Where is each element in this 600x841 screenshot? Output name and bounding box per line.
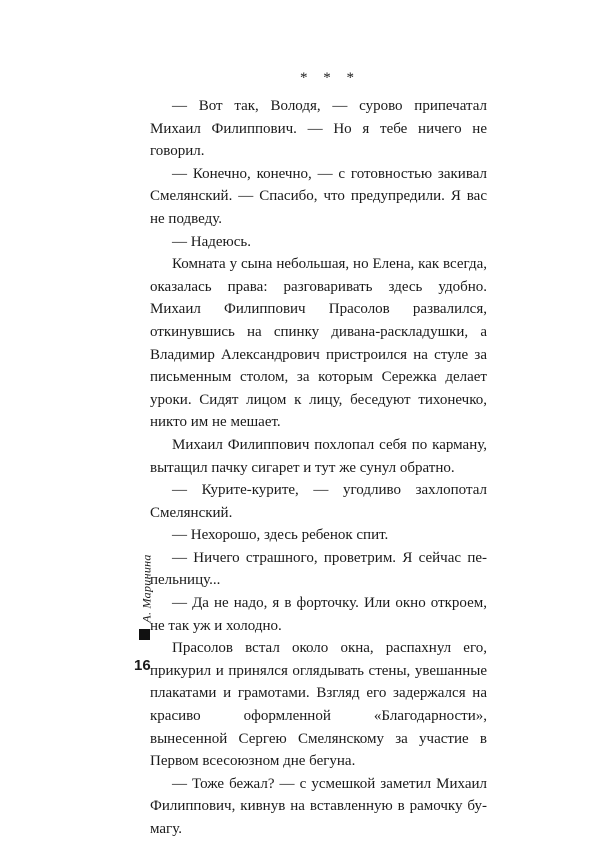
author-name: А. Маринина <box>139 553 154 623</box>
paragraph: — Нехорошо, здесь ребенок спит. <box>172 527 389 544</box>
paragraph: Михаил Филиппович похлопал себя по карману, вытащил пачку сигарет и тут же сунул обратно. <box>150 436 487 476</box>
paragraph: — Да не надо, я в форточку. Или окно откроем, не так уж и холодно. <box>150 595 487 634</box>
page-number: 16 <box>134 657 151 674</box>
paragraph: Прасолов встал около окна, распахнул его, прикурил и принялся оглядывать стены, увешанные плакатами и грамотами. Взгляд его задержался на красиво оформленной «Благодарности», вынесенной Сергею Смелянскому за участие в Первом всесоюзном дне бегуна. <box>150 640 487 770</box>
paragraph: — Конечно, конечно, — с готовностью закивал Смелянский. — Спасибо, что предупредили. Я вас не подведу. <box>150 165 487 227</box>
running-head-author <box>138 548 156 628</box>
page-marker-square <box>139 629 150 640</box>
paragraph: — Вот так, Володя, — сурово припечатал Михаил Филиппович. — Но я тебе ничего не говорил. <box>150 98 487 160</box>
section-separator: * * * <box>300 70 360 86</box>
body-text <box>150 95 487 841</box>
paragraph: — Ничего страшного, проветрим. Я сейчас пепельницу... <box>150 549 487 589</box>
paragraph: Комната у сына небольшая, но Елена, как всегда, оказалась права: разговаривать здесь удобно. Михаил Филиппович Прасолов развалился, откинувшись на спинку дивана-раскладушки, а Владимир Александрович пристроился на стуле за письменным столом, за которым Сережка делает уроки. Сидят лицом к лицу, беседуют тихонечко, никто им не мешает. <box>150 256 487 431</box>
paragraph: — Курите-курите, — угодливо захлопотал Смелянский. <box>150 482 487 521</box>
paragraph: — Тоже бежал? — с усмешкой заметил Михаил Филиппович, кивнув на вставленную в рамочку бумагу. <box>150 775 487 837</box>
paragraph: — Надеюсь. <box>172 233 251 250</box>
